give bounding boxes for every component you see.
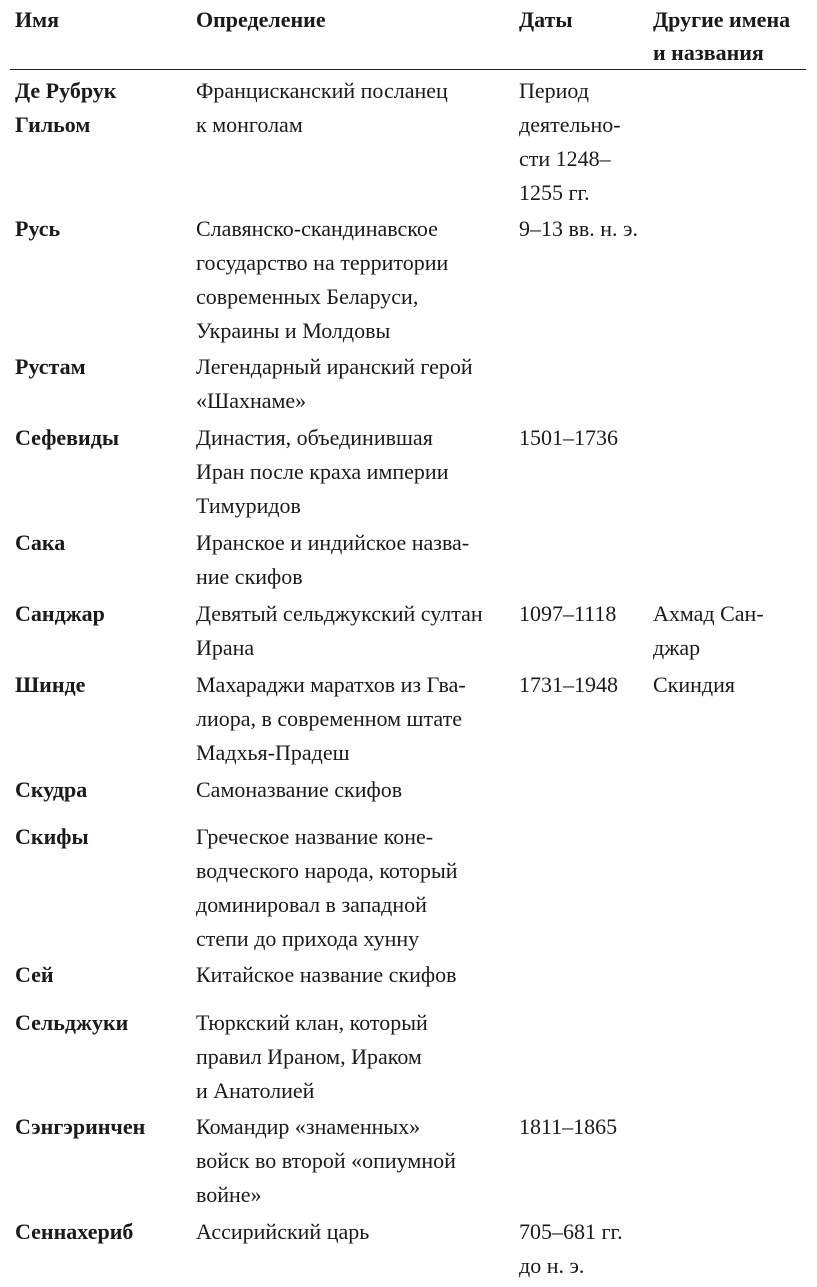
row-name: Сей [15, 962, 54, 987]
row-name: Сеннахериб [15, 1219, 134, 1244]
row-definition: Тюркский клан, который правил Ираном, Ираком и Анатолией [196, 1010, 428, 1103]
row-name: Сефевиды [15, 425, 120, 450]
row-other-names: Скиндия [653, 672, 735, 697]
row-definition: Командир «знаменных» войск во второй «опиумной войне» [196, 1114, 456, 1207]
table-header [10, 0, 806, 70]
row-dates: 1501–1736 [519, 425, 618, 450]
row-definition: Ассирийский царь [196, 1219, 370, 1244]
row-name: Скудра [15, 777, 88, 802]
row-name: Рустам [15, 354, 86, 379]
row-name: Сэнгэринчен [15, 1114, 146, 1139]
row-name: Русь [15, 216, 61, 241]
row-definition: Китайское название скифов [196, 962, 457, 987]
row-dates: 705–681 гг. до н. э. [519, 1219, 623, 1278]
row-dates: 9–13 вв. н. э. [519, 216, 638, 241]
header-name: Имя [15, 7, 59, 32]
row-definition: Иранское и индийское назва- ние скифов [196, 530, 470, 589]
row-definition: Легендарный иранский герой «Шахнаме» [196, 354, 473, 413]
row-name: Санджар [15, 601, 105, 626]
row-name: Сельджуки [15, 1010, 129, 1035]
row-dates: Период деятельно- сти 1248– 1255 гг. [519, 78, 621, 205]
row-name: Сака [15, 530, 66, 555]
row-definition: Девятый сельджукский султан Ирана [196, 601, 483, 660]
row-definition: Династия, объединившая Иран после краха империи Тимуридов [196, 425, 449, 518]
row-definition: Греческое название коне- водческого народа, который доминировал в западной степи до прихода хунну [196, 824, 458, 951]
row-definition: Францисканский посланец к монголам [196, 78, 448, 137]
row-definition: Махараджи маратхов из Гва- лиора, в современном штате Мадхья-Прадеш [196, 672, 466, 765]
row-definition: Самоназвание скифов [196, 777, 403, 802]
row-definition: Славянско-скандинавское государство на территории современных Беларуси, Украины и Молдовы [196, 216, 449, 343]
header-dates: Даты [519, 7, 573, 32]
row-other-names: Ахмад Сан- джар [653, 601, 764, 660]
header-other-names: Другие имена и названия [653, 7, 791, 65]
row-dates: 1811–1865 [519, 1114, 618, 1139]
row-dates: 1731–1948 [519, 672, 618, 697]
row-dates: 1097–1118 [519, 601, 617, 626]
row-name: Де Рубрук Гильом [15, 78, 117, 137]
row-name: Шинде [15, 672, 86, 697]
header-definition: Определение [196, 7, 326, 32]
row-name: Скифы [15, 824, 89, 849]
